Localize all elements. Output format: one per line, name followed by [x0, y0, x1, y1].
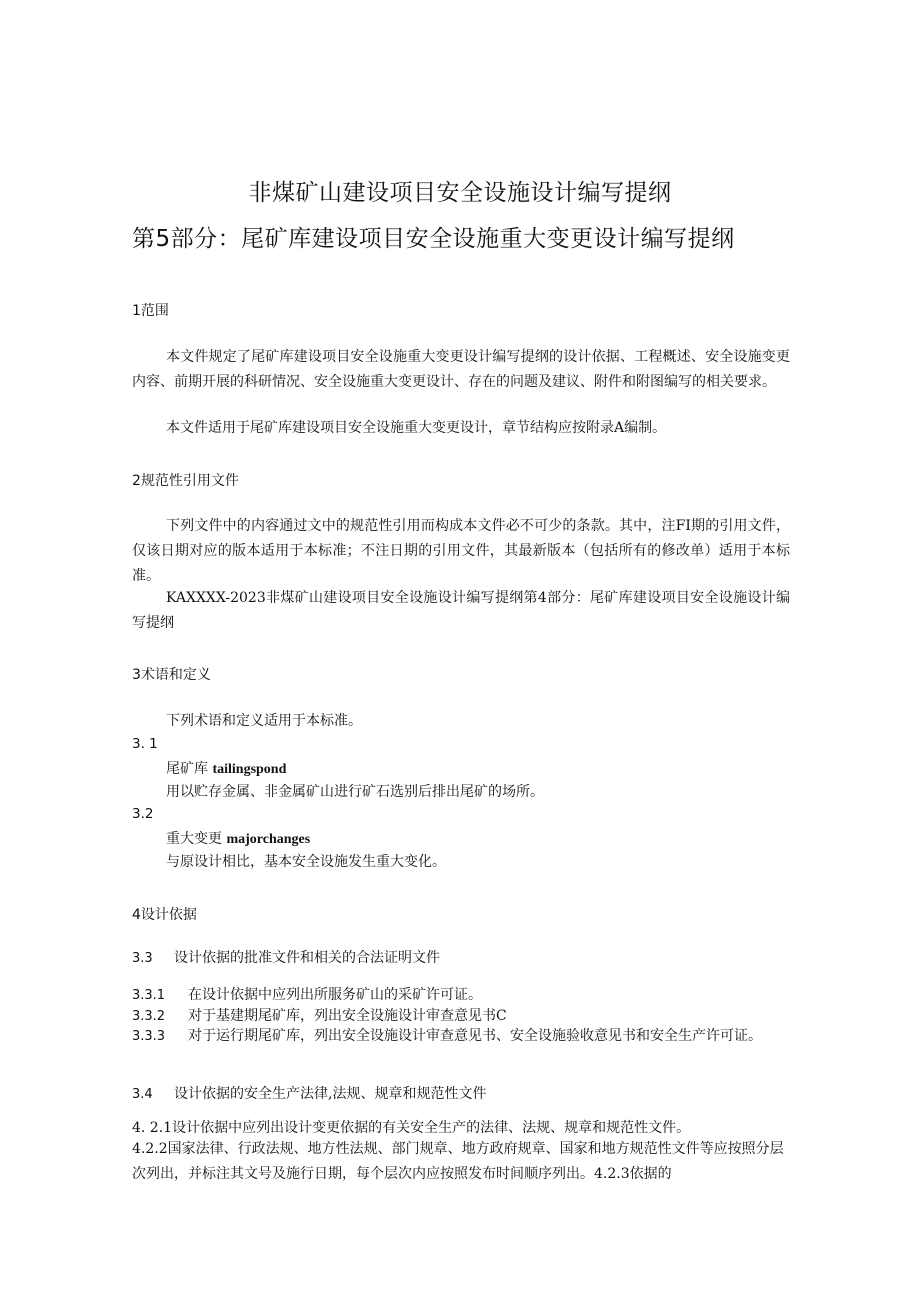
section-1-heading: 1范围 [132, 303, 169, 319]
subsection-3-4-number: 3.4 [132, 1087, 153, 1102]
clause-3-3-1-text: 在设计依据中应列出所服务矿山的采矿许可证。 [188, 987, 482, 1003]
term-2-name [166, 828, 310, 848]
term-2-number: 3.2 [132, 806, 154, 822]
clause-3-3-3 [132, 1025, 790, 1048]
term-1-chinese: 尾矿库 [166, 761, 213, 777]
section-2-paragraph-2: KAXXXX-2023非煤矿山建设项目安全设施设计编写提纲第4部分：尾矿库建设项目安全设施设计编写提纲 [132, 590, 790, 631]
document-subtitle: 第5部分：尾矿库建设项目安全设施重大变更设计编写提纲 [132, 226, 735, 252]
clause-3-3-3-text: 对于运行期尾矿库，列出安全设施设计审查意见书、安全设施验收意见书和安全生产许可证。 [188, 1028, 762, 1044]
clause-3-3-3-number: 3.3.3 [132, 1029, 166, 1044]
section-2-paragraph-1: 下列文件中的内容通过文中的规范性引用而构成本文件必不可少的条款。其中，注FI期的引用文件，仅该日期对应的版本适用于本标准；不注日期的引用文件，其最新版本（包括所有的修改单）适用于本标准。 [132, 518, 790, 584]
section-3-heading: 3术语和定义 [132, 667, 211, 683]
subsection-3-4 [132, 1082, 790, 1107]
term-2-definition: 与原设计相比，基本安全设施发生重大变化。 [166, 854, 446, 870]
section-3-intro: 下列术语和定义适用于本标准。 [166, 713, 362, 729]
term-1-english: tailingspond [212, 762, 287, 777]
section-2-heading: 2规范性引用文件 [132, 473, 239, 489]
document-title: 非煤矿山建设项目安全设施设计编写提纲 [248, 180, 672, 206]
term-1-number: 3. 1 [132, 736, 158, 752]
section-1-paragraph-1: 本文件规定了尾矿库建设项目安全设施重大变更设计编写提纲的设计依据、工程概述、安全设施变更内容、前期开展的科研情况、安全设施重大变更设计、存在的问题及建议、附件和附图编写的相关要求。 [132, 349, 790, 390]
clause-3-3-2-number: 3.3.2 [132, 1009, 166, 1024]
subsection-3-3 [132, 946, 790, 971]
term-2-english: majorchanges [226, 832, 311, 847]
term-2-chinese: 重大变更 [166, 831, 227, 847]
term-1-definition: 用以贮存金属、非金属矿山进行矿石选别后排出尾矿的场所。 [166, 784, 544, 800]
subsection-3-3-number: 3.3 [132, 951, 153, 966]
clause-4-2-2: 4.2.2国家法律、行政法规、地方性法规、部门规章、地方政府规章、国家和地方规范性文件等应按照分层次列出，并标注其文号及施行日期，每个层次内应按照发布时间顺序列出。4.2.3依据的 [132, 1141, 784, 1182]
section-1-paragraph-2: 本文件适用于尾矿库建设项目安全设施重大变更设计，章节结构应按附录A编制。 [166, 420, 667, 436]
clause-3-3-2-text: 对于基建期尾矿库，列出安全设施设计审查意见书C [188, 1008, 507, 1024]
section-4-heading: 4设计依据 [132, 907, 197, 923]
term-1-name [166, 758, 286, 778]
subsection-3-3-title: 设计依据的批准文件和相关的合法证明文件 [174, 950, 440, 966]
clause-3-3-1-number: 3.3.1 [132, 988, 166, 1003]
clause-4-2-1: 4. 2.1设计依据中应列出设计变更依据的有关安全生产的法律、法规、规章和规范性文件。 [132, 1120, 691, 1136]
subsection-3-4-title: 设计依据的安全生产法律,法规、规章和规范性文件 [174, 1086, 487, 1102]
